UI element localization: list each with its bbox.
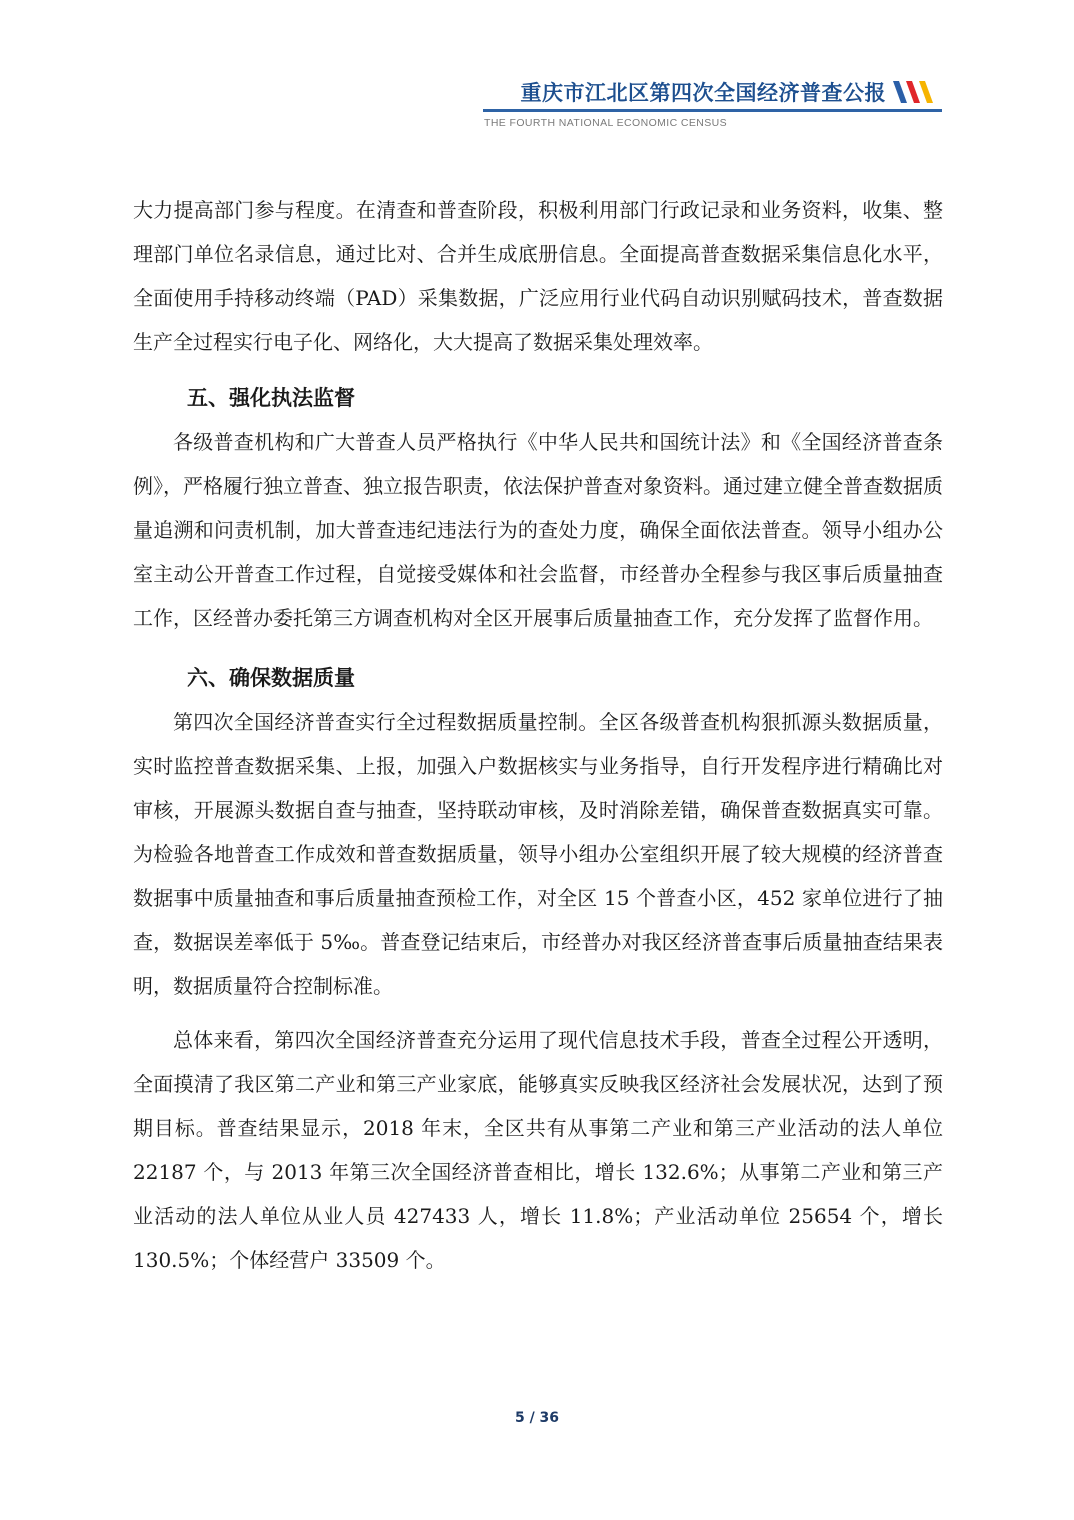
page-header [0, 0, 1074, 140]
header-subtitle: THE FOURTH NATIONAL ECONOMIC CENSUS [484, 117, 728, 129]
header-rule [483, 109, 942, 112]
page-number: 5 / 36 [514, 1410, 560, 1426]
paragraph-section-6: 第四次全国经济普查实行全过程数据质量控制。全区各级普查机构狠抓源头数据质量，实时监控普查数据采集、上报，加强入户数据核实与业务指导，自行开发程序进行精确比对审核，开展源头数据自查与抽查，坚持联动审核，及时消除差错，确保普查数据真实可靠。为检验各地普查工作成效和普查数据质量，领导小组办公室组织开展了较大规模的经济普查数据事中质量抽查和事后质量抽查预检工作，对全区 15 个普查小区，452 家单位进行了抽查，数据误差率低于 5‰。普查登记结束后，市经普办对我区经济普查事后质量抽查结果表明，数据质量符合控制标准。 [133, 710, 943, 998]
census-logo-icon [893, 79, 941, 105]
paragraph-continued: 大力提高部门参与程度。在清查和普查阶段，积极利用部门行政记录和业务资料，收集、整理部门单位名录信息，通过比对、合并生成底册信息。全面提高普查数据采集信息化水平，全面使用手持移动终端（PAD）采集数据，广泛应用行业代码自动识别赋码技术，普查数据生产全过程实行电子化、网络化，大大提高了数据采集处理效率。 [133, 198, 943, 354]
paragraph-summary: 总体来看，第四次全国经济普查充分运用了现代信息技术手段，普查全过程公开透明，全面摸清了我区第二产业和第三产业家底，能够真实反映我区经济社会发展状况，达到了预期目标。普查结果显示，2018 年末，全区共有从事第二产业和第三产业活动的法人单位 22187 个，与 2013 年第三次全国经济普查相比，增长 132.6%；从事第二产业和第三产业活动的法人单位从业人员 427433 人，增长 11.8%；产业活动单位 25654 个，增长 130.5%；个体经营户 33509 个。 [133, 1028, 943, 1272]
section-heading-6: 六、确保数据质量 [187, 666, 355, 690]
header-title: 重庆市江北区第四次全国经济普查公报 [520, 80, 886, 105]
section-heading-5: 五、强化执法监督 [187, 386, 355, 410]
paragraph-section-5: 各级普查机构和广大普查人员严格执行《中华人民共和国统计法》和《全国经济普查条例》，严格履行独立普查、独立报告职责，依法保护普查对象资料。通过建立健全普查数据质量追溯和问责机制，加大普查违纪违法行为的查处力度，确保全面依法普查。领导小组办公室主动公开普查工作过程，自觉接受媒体和社会监督，市经普办全程参与我区事后质量抽查工作，区经普办委托第三方调查机构对全区开展事后质量抽查工作，充分发挥了监督作用。 [133, 430, 943, 630]
document-body [133, 188, 943, 1282]
